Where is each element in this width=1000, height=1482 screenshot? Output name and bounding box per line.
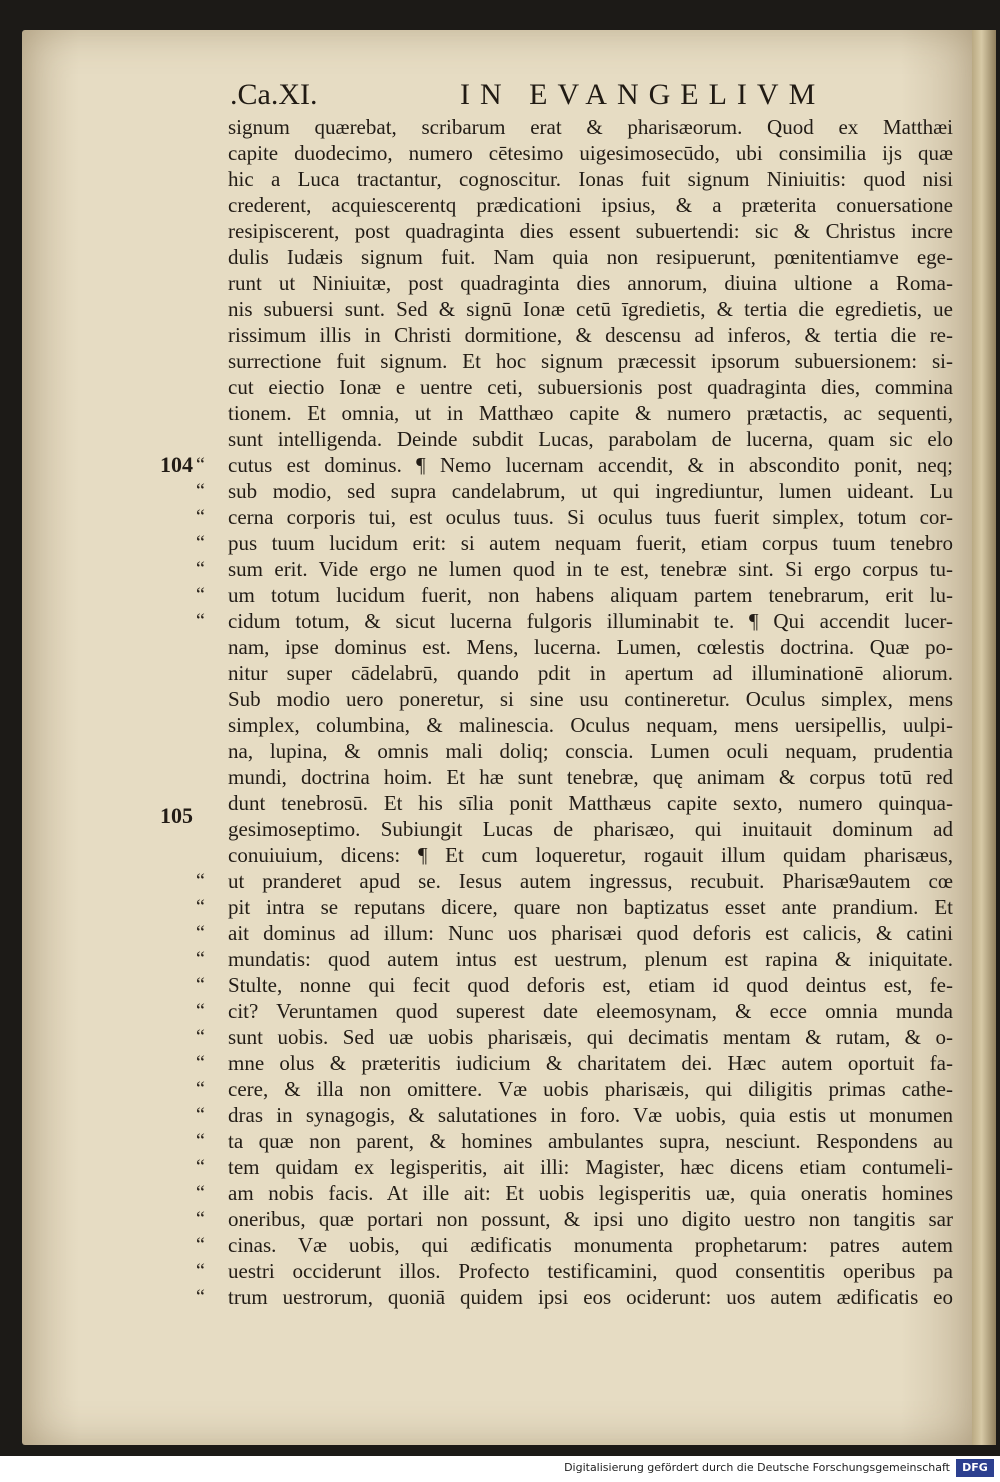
text-line: runt ut Niniuitæ, post quadraginta dies annorum, diuina ultione a Roma-	[228, 271, 953, 295]
text-line: Sub modio uero poneretur, si sine usu contineretur. Oculus simplex, mens	[228, 687, 953, 711]
text-line: ta quæ non parent, & homines ambulantes supra, nesciunt. Respondens au	[228, 1129, 953, 1153]
margin-quote-mark: “	[196, 1286, 205, 1308]
text-line: cerna corporis tui, est oculus tuus. Si oculus tuus fuerit simplex, totum cor-	[228, 505, 953, 529]
text-line: simplex, columbina, & malinescia. Oculus nequam, mens uersipellis, uulpi-	[228, 713, 953, 737]
text-line: conuiuium, dicens: ¶ Et cum loqueretur, rogauit illum quidam pharisæus,	[228, 843, 953, 867]
text-line: cidum totum, & sicut lucerna fulgoris illuminabit te. ¶ Qui accendit lucer-	[228, 609, 953, 633]
margin-quote-mark: “	[196, 896, 205, 918]
text-line: nis subuersi sunt. Sed & signū Ionæ cetū īgredietis, & tertia die egredietis, ue	[228, 297, 953, 321]
text-line: crederent, acquiescerentq prædicationi ipsius, & a præterita conuersatione	[228, 193, 953, 217]
margin-quote-mark: “	[196, 1052, 205, 1074]
margin-quote-mark: “	[196, 480, 205, 502]
text-line: oneribus, quæ portari non possunt, & ipsi uno digito uestro non tangitis sar	[228, 1207, 953, 1231]
text-line: surrectione fuit signum. Et hoc signum præcessit ipsorum subuersionem: si-	[228, 349, 953, 373]
text-line: na, lupina, & omnis mali doliq; conscia. Lumen oculi nequam, prudentia	[228, 739, 953, 763]
text-line: nitur super cādelabrū, quando pdit in apertum ad illuminationē aliorum.	[228, 661, 953, 685]
margin-quote-mark: “	[196, 1104, 205, 1126]
text-line: ut pranderet apud se. Iesus autem ingressus, recubuit. Pharisæ9autem cœ	[228, 869, 953, 893]
text-line: sum erit. Vide ergo ne lumen quod in te est, tenebræ sint. Si ergo corpus tu-	[228, 557, 953, 581]
text-line: cutus est dominus. ¶ Nemo lucernam accendit, & in abscondito ponit, neq;	[228, 453, 953, 477]
text-line: uestri occiderunt illos. Profecto testificamini, quod consentitis operibus pa	[228, 1259, 953, 1283]
margin-quote-mark: “	[196, 1182, 205, 1204]
text-line: hic a Luca tractantur, cognoscitur. Ionas fuit signum Niniuitis: quod nisi	[228, 167, 953, 191]
margin-quote-mark: “	[196, 1000, 205, 1022]
margin-quote-mark: “	[196, 506, 205, 528]
margin-quote-mark: “	[196, 1026, 205, 1048]
footer-bar	[0, 1456, 1000, 1482]
text-line: capite duodecimo, numero cētesimo uigesimosecūdo, ubi consimilia ijs quæ	[228, 141, 953, 165]
text-body	[228, 114, 953, 1310]
margin-quote-mark: “	[196, 532, 205, 554]
left-margin	[0, 0, 228, 1482]
text-line: pit intra se reputans dicere, quare non baptizatus esset ante prandium. Et	[228, 895, 953, 919]
text-line: tem quidam ex legisperitis, ait illi: Magister, hæc dicens etiam contumeli-	[228, 1155, 953, 1179]
text-line: dunt tenebrosū. Et his sīlia ponit Matthæus capite sexto, numero quinqua-	[228, 791, 953, 815]
text-line: am nobis facis. At ille ait: Et uobis legisperitis uæ, quia oneratis homines	[228, 1181, 953, 1205]
margin-quote-mark: “	[196, 558, 205, 580]
margin-quote-mark: “	[196, 454, 205, 476]
margin-quote-mark: “	[196, 1078, 205, 1100]
margin-quote-mark: “	[196, 1234, 205, 1256]
margin-quote-mark: “	[196, 1130, 205, 1152]
dfg-logo-icon: DFG	[956, 1459, 994, 1477]
margin-quote-mark: “	[196, 974, 205, 996]
text-line: cut eiectio Ionæ e uentre ceti, subuersionis post quadraginta dies, commina	[228, 375, 953, 399]
chapter-label: .Ca.XI.	[230, 78, 318, 111]
margin-quote-mark: “	[196, 1156, 205, 1178]
text-line: resipiscerent, post quadraginta dies essent subuertendi: sic & Christus incre	[228, 219, 953, 243]
text-line: dulis Iudæis signum fuit. Nam quia non resipuerunt, pœnitentiamve ege-	[228, 245, 953, 269]
margin-quote-mark: “	[196, 948, 205, 970]
text-line: ait dominus ad illum: Nunc uos pharisæi quod deforis est calicis, & catini	[228, 921, 953, 945]
margin-quote-mark: “	[196, 1260, 205, 1282]
text-line: cit? Veruntamen quod superest date eleemosynam, & ecce omnia munda	[228, 999, 953, 1023]
text-line: cinas. Væ uobis, qui ædificatis monumenta prophetarum: patres autem	[228, 1233, 953, 1257]
margin-quote-mark: “	[196, 870, 205, 892]
text-line: sub modio, sed supra candelabrum, ut qui ingrediuntur, lumen uideant. Lu	[228, 479, 953, 503]
text-line: Stulte, nonne qui fecit quod deforis est, etiam id quod deintus est, fe-	[228, 973, 953, 997]
margin-number: 105	[160, 803, 193, 828]
text-line: mne olus & præteritis iudicium & charitatem dei. Hæc autem oportuit fa-	[228, 1051, 953, 1075]
page-edge	[972, 30, 996, 1445]
text-line: gesimoseptimo. Subiungit Lucas de pharisæo, qui inuitauit dominum ad	[228, 817, 953, 841]
text-line: pus tuum lucidum erit: si autem nequam fuerit, etiam corpus tuum tenebro	[228, 531, 953, 555]
text-line: trum uestrorum, quoniā quidem ipsi eos ociderunt: uos autem ædificatis eo	[228, 1285, 953, 1309]
text-line: mundi, doctrina hoim. Et hæ sunt tenebræ, quę animam & corpus totū red	[228, 765, 953, 789]
text-line: um totum lucidum fuerit, non habens aliquam partem tenebrarum, erit lu-	[228, 583, 953, 607]
page-title: IN EVANGELIVM	[460, 78, 826, 111]
margin-quote-mark: “	[196, 1208, 205, 1230]
funding-credit: Digitalisierung gefördert durch die Deutsche Forschungsgemeinschaft	[564, 1461, 950, 1474]
text-line: sunt uobis. Sed uæ uobis pharisæis, qui decimatis mentam & rutam, & o-	[228, 1025, 953, 1049]
margin-quote-mark: “	[196, 584, 205, 606]
text-line: sunt intelligenda. Deinde subdit Lucas, parabolam de lucerna, quam sic elo	[228, 427, 953, 451]
margin-quote-mark: “	[196, 922, 205, 944]
text-line: cere, & illa non omittere. Væ uobis pharisæis, qui diligitis primas cathe-	[228, 1077, 953, 1101]
text-line: signum quærebat, scribarum erat & pharisæorum. Quod ex Matthæi	[228, 115, 953, 139]
text-line: tionem. Et omnia, ut in Matthæo capite & numero prætactis, ac sequenti,	[228, 401, 953, 425]
text-line: mundatis: quod autem intus est uestrum, plenum est rapina & iniquitate.	[228, 947, 953, 971]
margin-quote-mark: “	[196, 610, 205, 632]
text-line: rissimum illis in Christi dormitione, & descensu ad inferos, & tertia die re-	[228, 323, 953, 347]
text-line: dras in synagogis, & salutationes in foro. Væ uobis, quia estis ut monumen	[228, 1103, 953, 1127]
margin-number: 104	[160, 452, 193, 477]
text-line: nam, ipse dominus est. Mens, lucerna. Lumen, cœlestis doctrina. Quæ po-	[228, 635, 953, 659]
